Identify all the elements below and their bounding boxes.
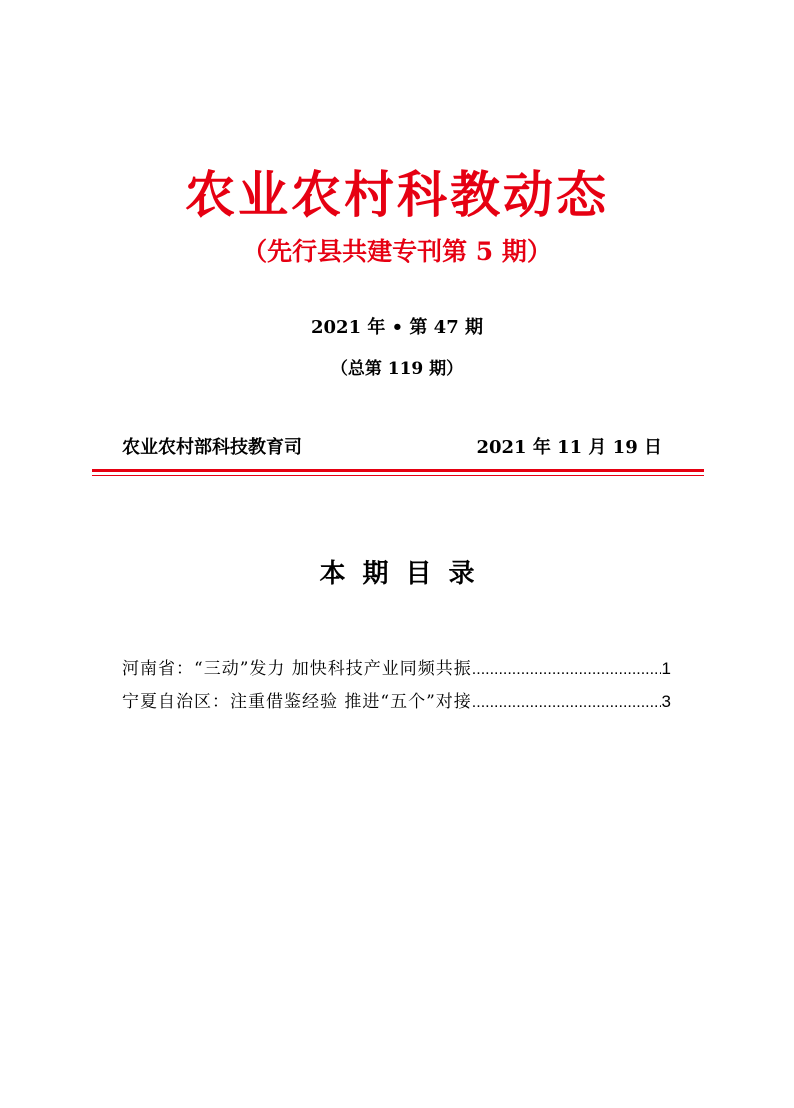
toc-leader-dots <box>472 653 661 686</box>
publisher-name: 农业农村部科技教育司 <box>122 437 302 458</box>
toc-entry[interactable] <box>122 685 671 718</box>
toc-entry-page: 1 <box>661 659 671 678</box>
header-divider-thin <box>92 475 704 476</box>
toc-entry-title: 河南省：“三动”发力 加快科技产业同频共振 <box>122 659 472 679</box>
toc-entry-title: 宁夏自治区：注重借鉴经验 推进“五个”对接 <box>122 692 472 712</box>
table-of-contents <box>122 652 671 718</box>
total-issue-number: （总第 119 期） <box>330 359 464 379</box>
toc-heading: 本期目录 <box>319 559 492 589</box>
toc-entry-page: 3 <box>661 692 671 711</box>
special-issue-subtitle: （先行县共建专刊第 5 期） <box>242 237 552 266</box>
issue-number: 2021 年 • 第 47 期 <box>311 317 483 338</box>
publish-date: 2021 年 11 月 19 日 <box>476 437 662 458</box>
toc-leader-dots <box>472 686 661 719</box>
publication-title: 农业农村科教动态 <box>185 166 609 224</box>
header-divider-thick <box>92 469 704 472</box>
toc-entry[interactable] <box>122 652 671 685</box>
